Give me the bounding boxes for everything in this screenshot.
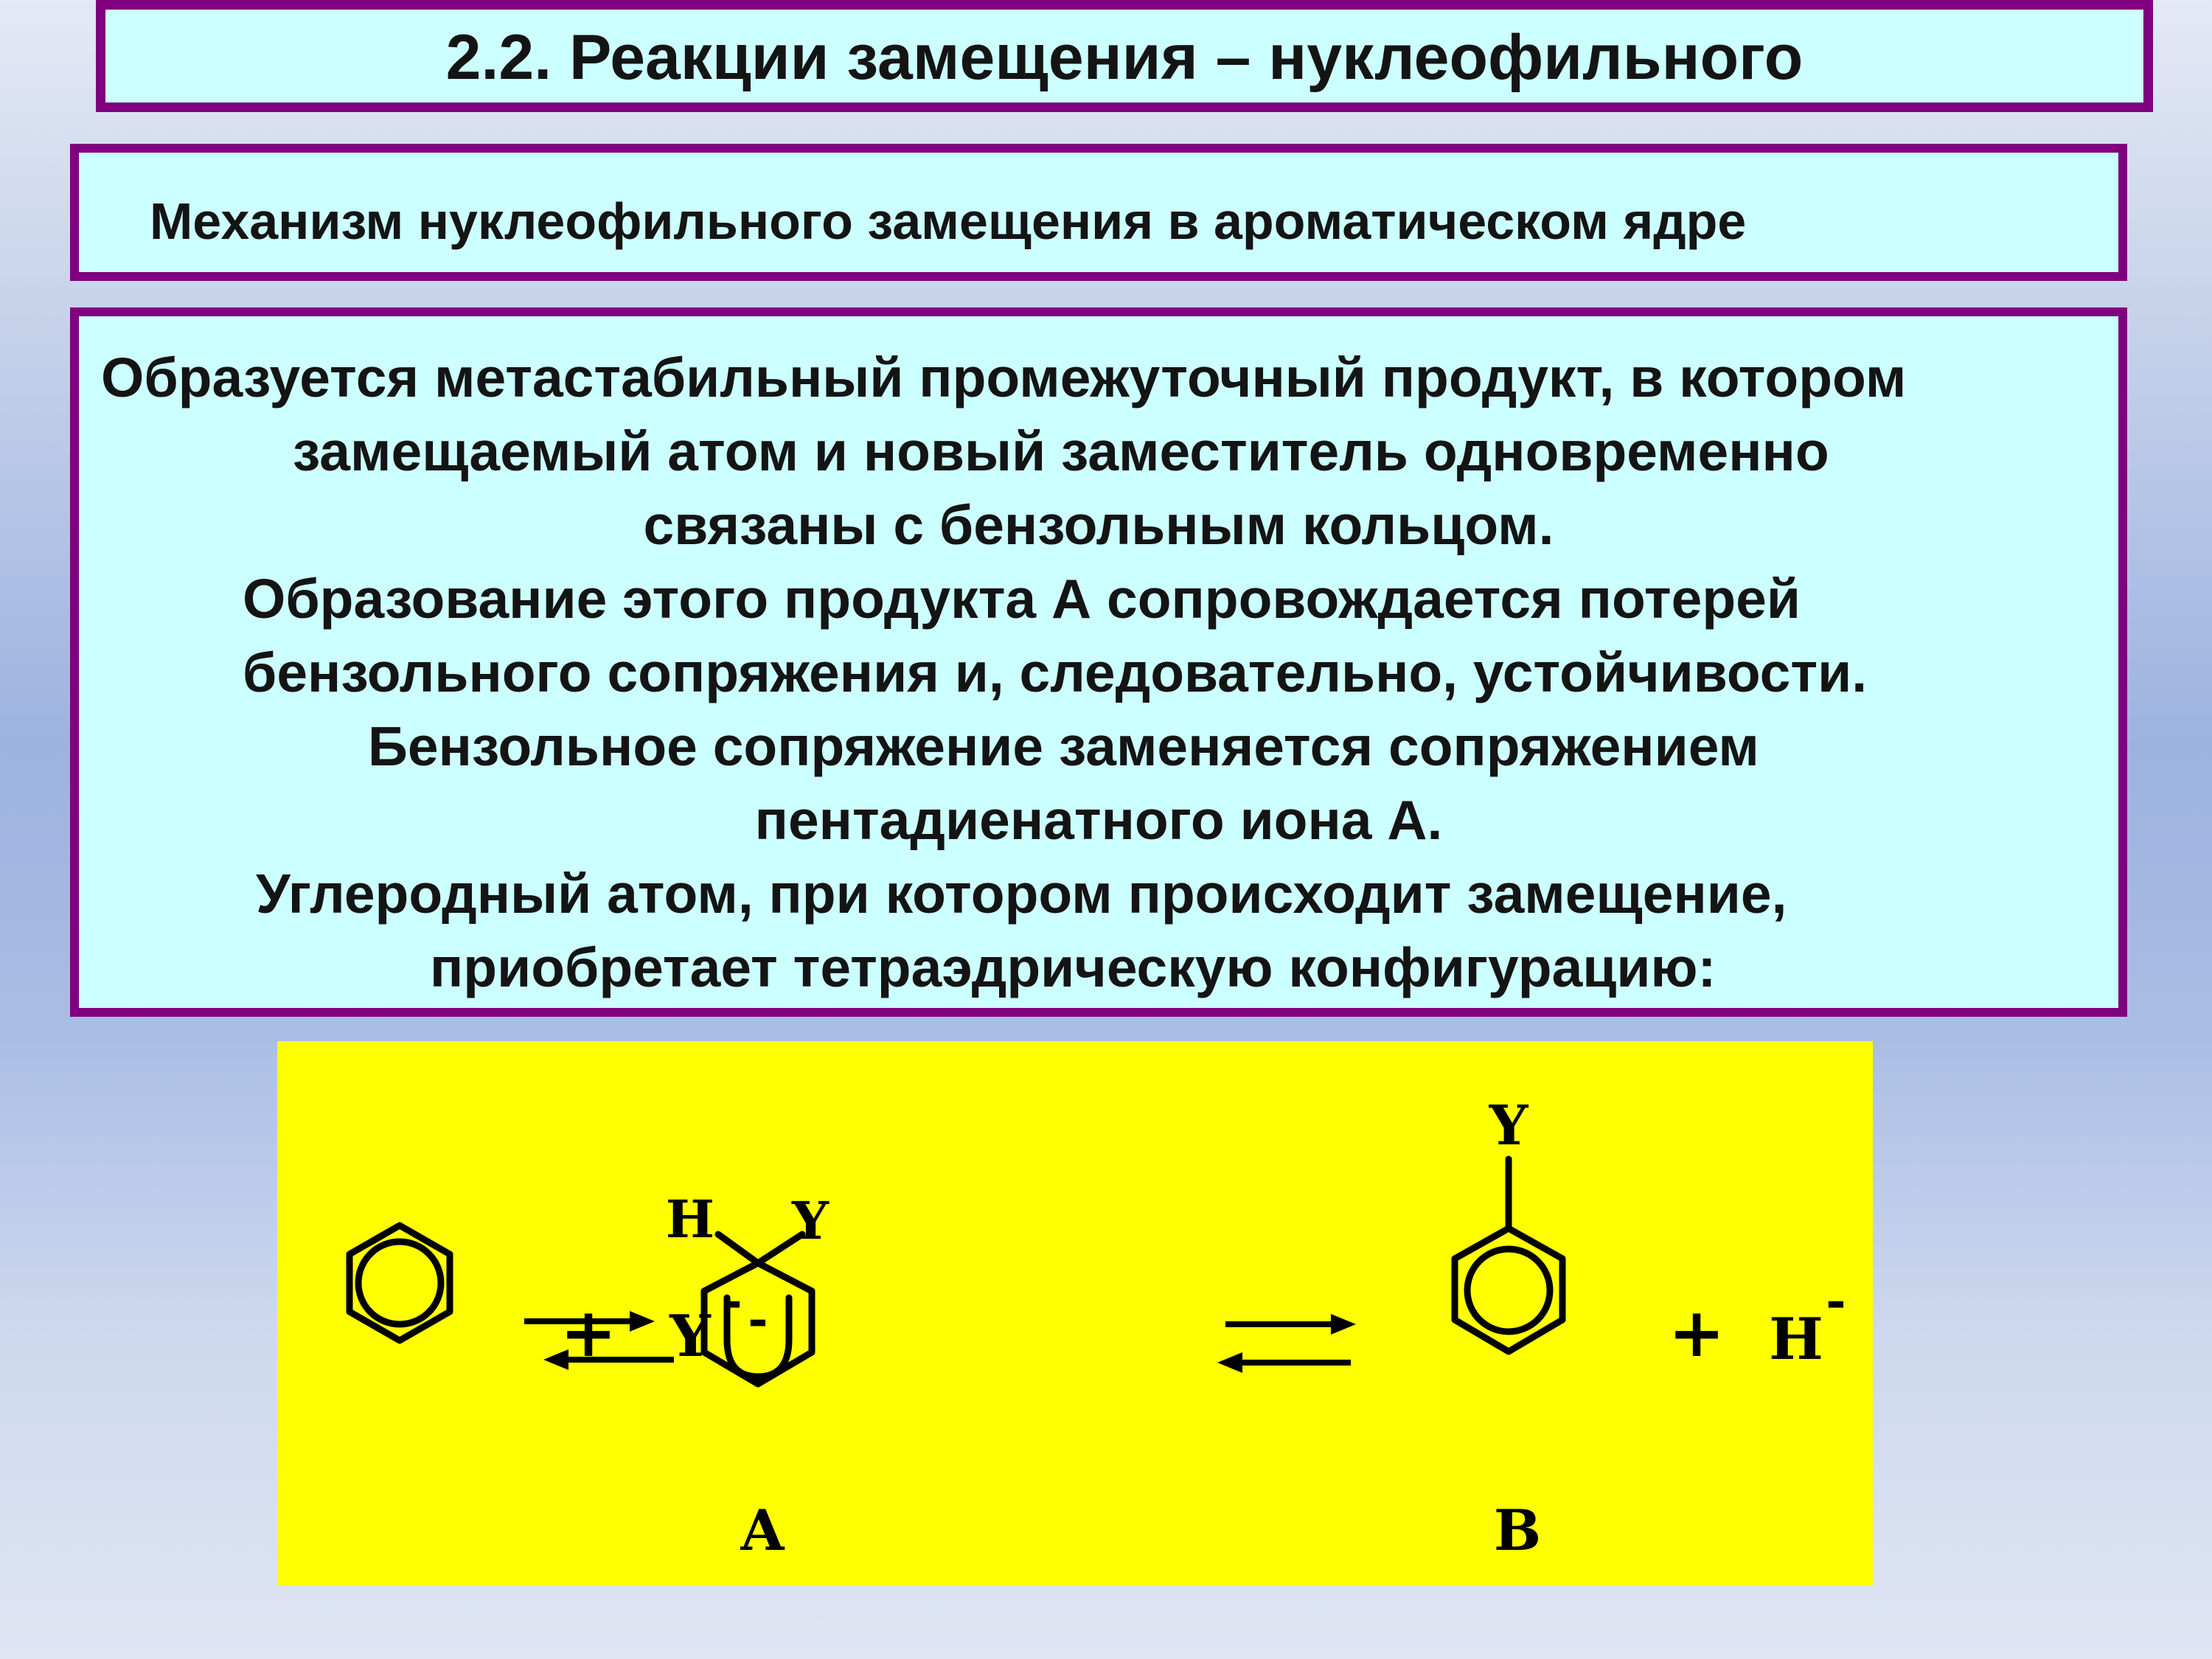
- title-box: [96, 0, 2153, 112]
- paragraph-line-2: замещаемый атом и новый заместитель одновременно: [293, 420, 1829, 482]
- nucleophile-charge: -: [722, 1272, 742, 1329]
- paragraph-line-5: бензольного сопряжения и, следовательно, устойчивости.: [243, 641, 1868, 703]
- paragraph-line-3: связаны с бензольным кольцом.: [643, 494, 1554, 556]
- equilibrium-arrows-2: [1217, 1314, 1356, 1373]
- intermediate-y-atom: Y: [792, 1190, 829, 1251]
- paragraph-line-9: приобретает тетраэдрическую конфигурацию:: [430, 936, 1717, 998]
- benzene-reactant: [349, 1225, 450, 1340]
- subtitle-box: [70, 144, 2127, 281]
- explanation-box: [70, 307, 2127, 1017]
- leaving-group-charge: -: [1826, 1272, 1846, 1329]
- intermediate-negative-charge: -: [748, 1290, 768, 1348]
- paragraph-line-6: Бензольное сопряжение заменяется сопряжением: [368, 715, 1759, 777]
- paragraph-line-7: пентадиенатного иона А.: [754, 789, 1443, 851]
- bond-to-h: [718, 1234, 758, 1263]
- slide-title: 2.2. Реакции замещения – нуклеофильного: [445, 22, 1804, 93]
- label-a: A: [740, 1498, 785, 1563]
- plus-sign-1: +: [560, 1293, 617, 1372]
- product-aromatic-circle: [1467, 1249, 1550, 1332]
- product-y-atom: Y: [1489, 1094, 1528, 1158]
- label-b: B: [1493, 1498, 1542, 1563]
- plus-sign-2: +: [1668, 1293, 1725, 1372]
- leaving-group-h: H: [1769, 1306, 1823, 1373]
- paragraph-line-1: Образуется метастабильный промежуточный продукт, в котором: [101, 347, 1907, 408]
- paragraph-line-8: Углеродный атом, при котором происходит замещение,: [256, 863, 1787, 925]
- slide-subtitle: Механизм нуклеофильного замещения в ароматическом ядре: [150, 192, 1747, 250]
- reaction-scheme: [277, 1041, 1873, 1585]
- product-b: [1455, 1159, 1562, 1352]
- nucleophile-y: Y: [669, 1303, 711, 1370]
- intermediate-h-atom: H: [665, 1189, 715, 1250]
- aromatic-circle: [358, 1242, 441, 1324]
- paragraph-line-4: Образование этого продукта А сопровождается потерей: [243, 568, 1801, 630]
